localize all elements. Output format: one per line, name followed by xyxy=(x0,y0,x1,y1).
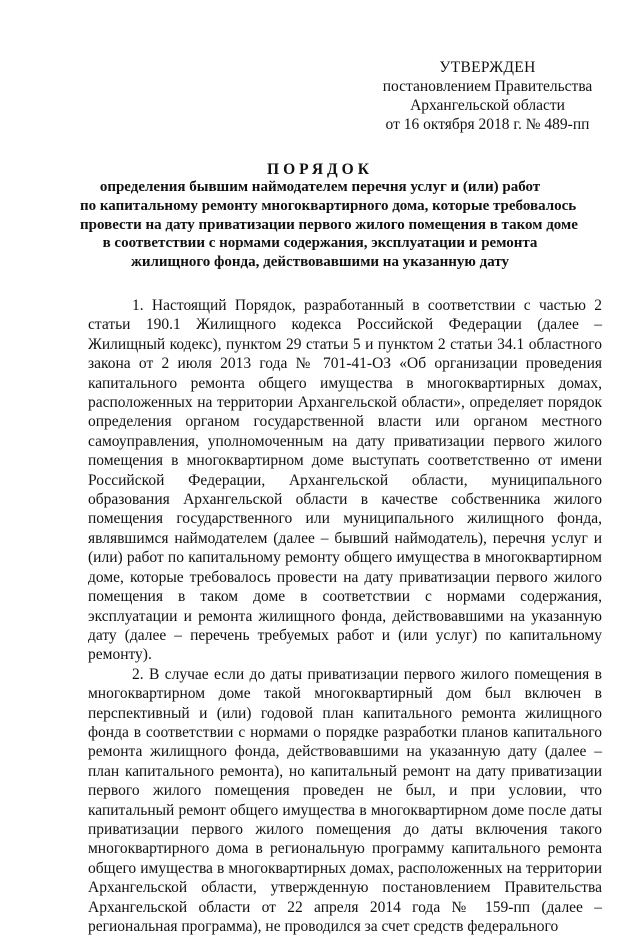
subtitle-line: по капитальному ремонту многоквартирного дома, которые требовалось xyxy=(80,197,577,214)
subtitle-line: провести на дату приватизации первого жилого помещения в таком доме xyxy=(80,216,578,233)
approval-title: УТВЕРЖДЕН xyxy=(439,59,536,76)
approval-block xyxy=(370,58,605,134)
paragraph-2: 2. В случае если до даты приватизации первого жилого помещения в многоквартирном доме такой многоквартирный дом был включен в перспективный и (или) годовой план капитального ремонта жилищного фонда в соответствии с нормами о порядке разработки планов капитального ремонта жилищного фонда, действовавшими на указанную дату (далее – план капитального ремонта), но капитальный ремонт на дату приватизации первого жилого помещения проведен не был, и при условии, что капитальный ремонт общего имущества в многоквартирном доме после даты приватизации первого жилого помещения до даты включения такого многоквартирного дома в региональную программу капитального ремонта общего имущества в многоквартирных домах, расположенных на территории Архангельской области, утвержденную постановлением Правительства Архангельской области от 22 апреля 2014 года № 159-пп (далее – региональная программа), не проводился за счет средств федерального xyxy=(88,665,602,935)
document-title: ПОРЯДОК xyxy=(267,161,373,178)
approval-line: Архангельской области xyxy=(410,97,565,114)
approval-line: от 16 октября 2018 г. № 489-пп xyxy=(385,116,590,133)
subtitle-line: жилищного фонда, действовавшими на указанную дату xyxy=(130,254,510,271)
subtitle-line: в соответствии с нормами содержания, эксплуатации и ремонта xyxy=(102,235,538,252)
document-subtitle xyxy=(80,178,578,272)
approval-line: постановлением Правительства xyxy=(382,78,593,95)
paragraph-1: 1. Настоящий Порядок, разработанный в соответствии с частью 2 статьи 190.1 Жилищного кодекса Российской Федерации (далее – Жилищный кодекс), пунктом 29 статьи 5 и пунктом 2 статьи 34.1 областного закона от 2 июля 2013 года № 701-41-ОЗ «Об организации проведения капитального ремонта общего имущества в многоквартирных домах, расположенных на территории Архангельской области», определяет порядок определения органом государственной власти или органом местного самоуправления, уполномоченным на дату приватизации первого жилого помещения в многоквартирном доме выступать соответственно от имени Российской Федерации, Архангельской области, муниципального образования Архангельской области в качестве собственника жилого помещения государственного или муниципального жилищного фонда, являвшимся наймодателем (далее – бывший наймодатель), перечня услуг и (или) работ по капитальному ремонту общего имущества в многоквартирном доме, которые требовалось провести на дату приватизации первого жилого помещения в таком доме в соответствии с нормами содержания, эксплуатации и ремонта жилищного фонда, действовавшими на указанную дату (далее – перечень требуемых работ и (или услуг) по капитальному ремонту). xyxy=(88,297,602,664)
subtitle-line: определения бывшим наймодателем перечня услуг и (или) работ xyxy=(99,179,541,195)
document-body xyxy=(88,296,602,936)
